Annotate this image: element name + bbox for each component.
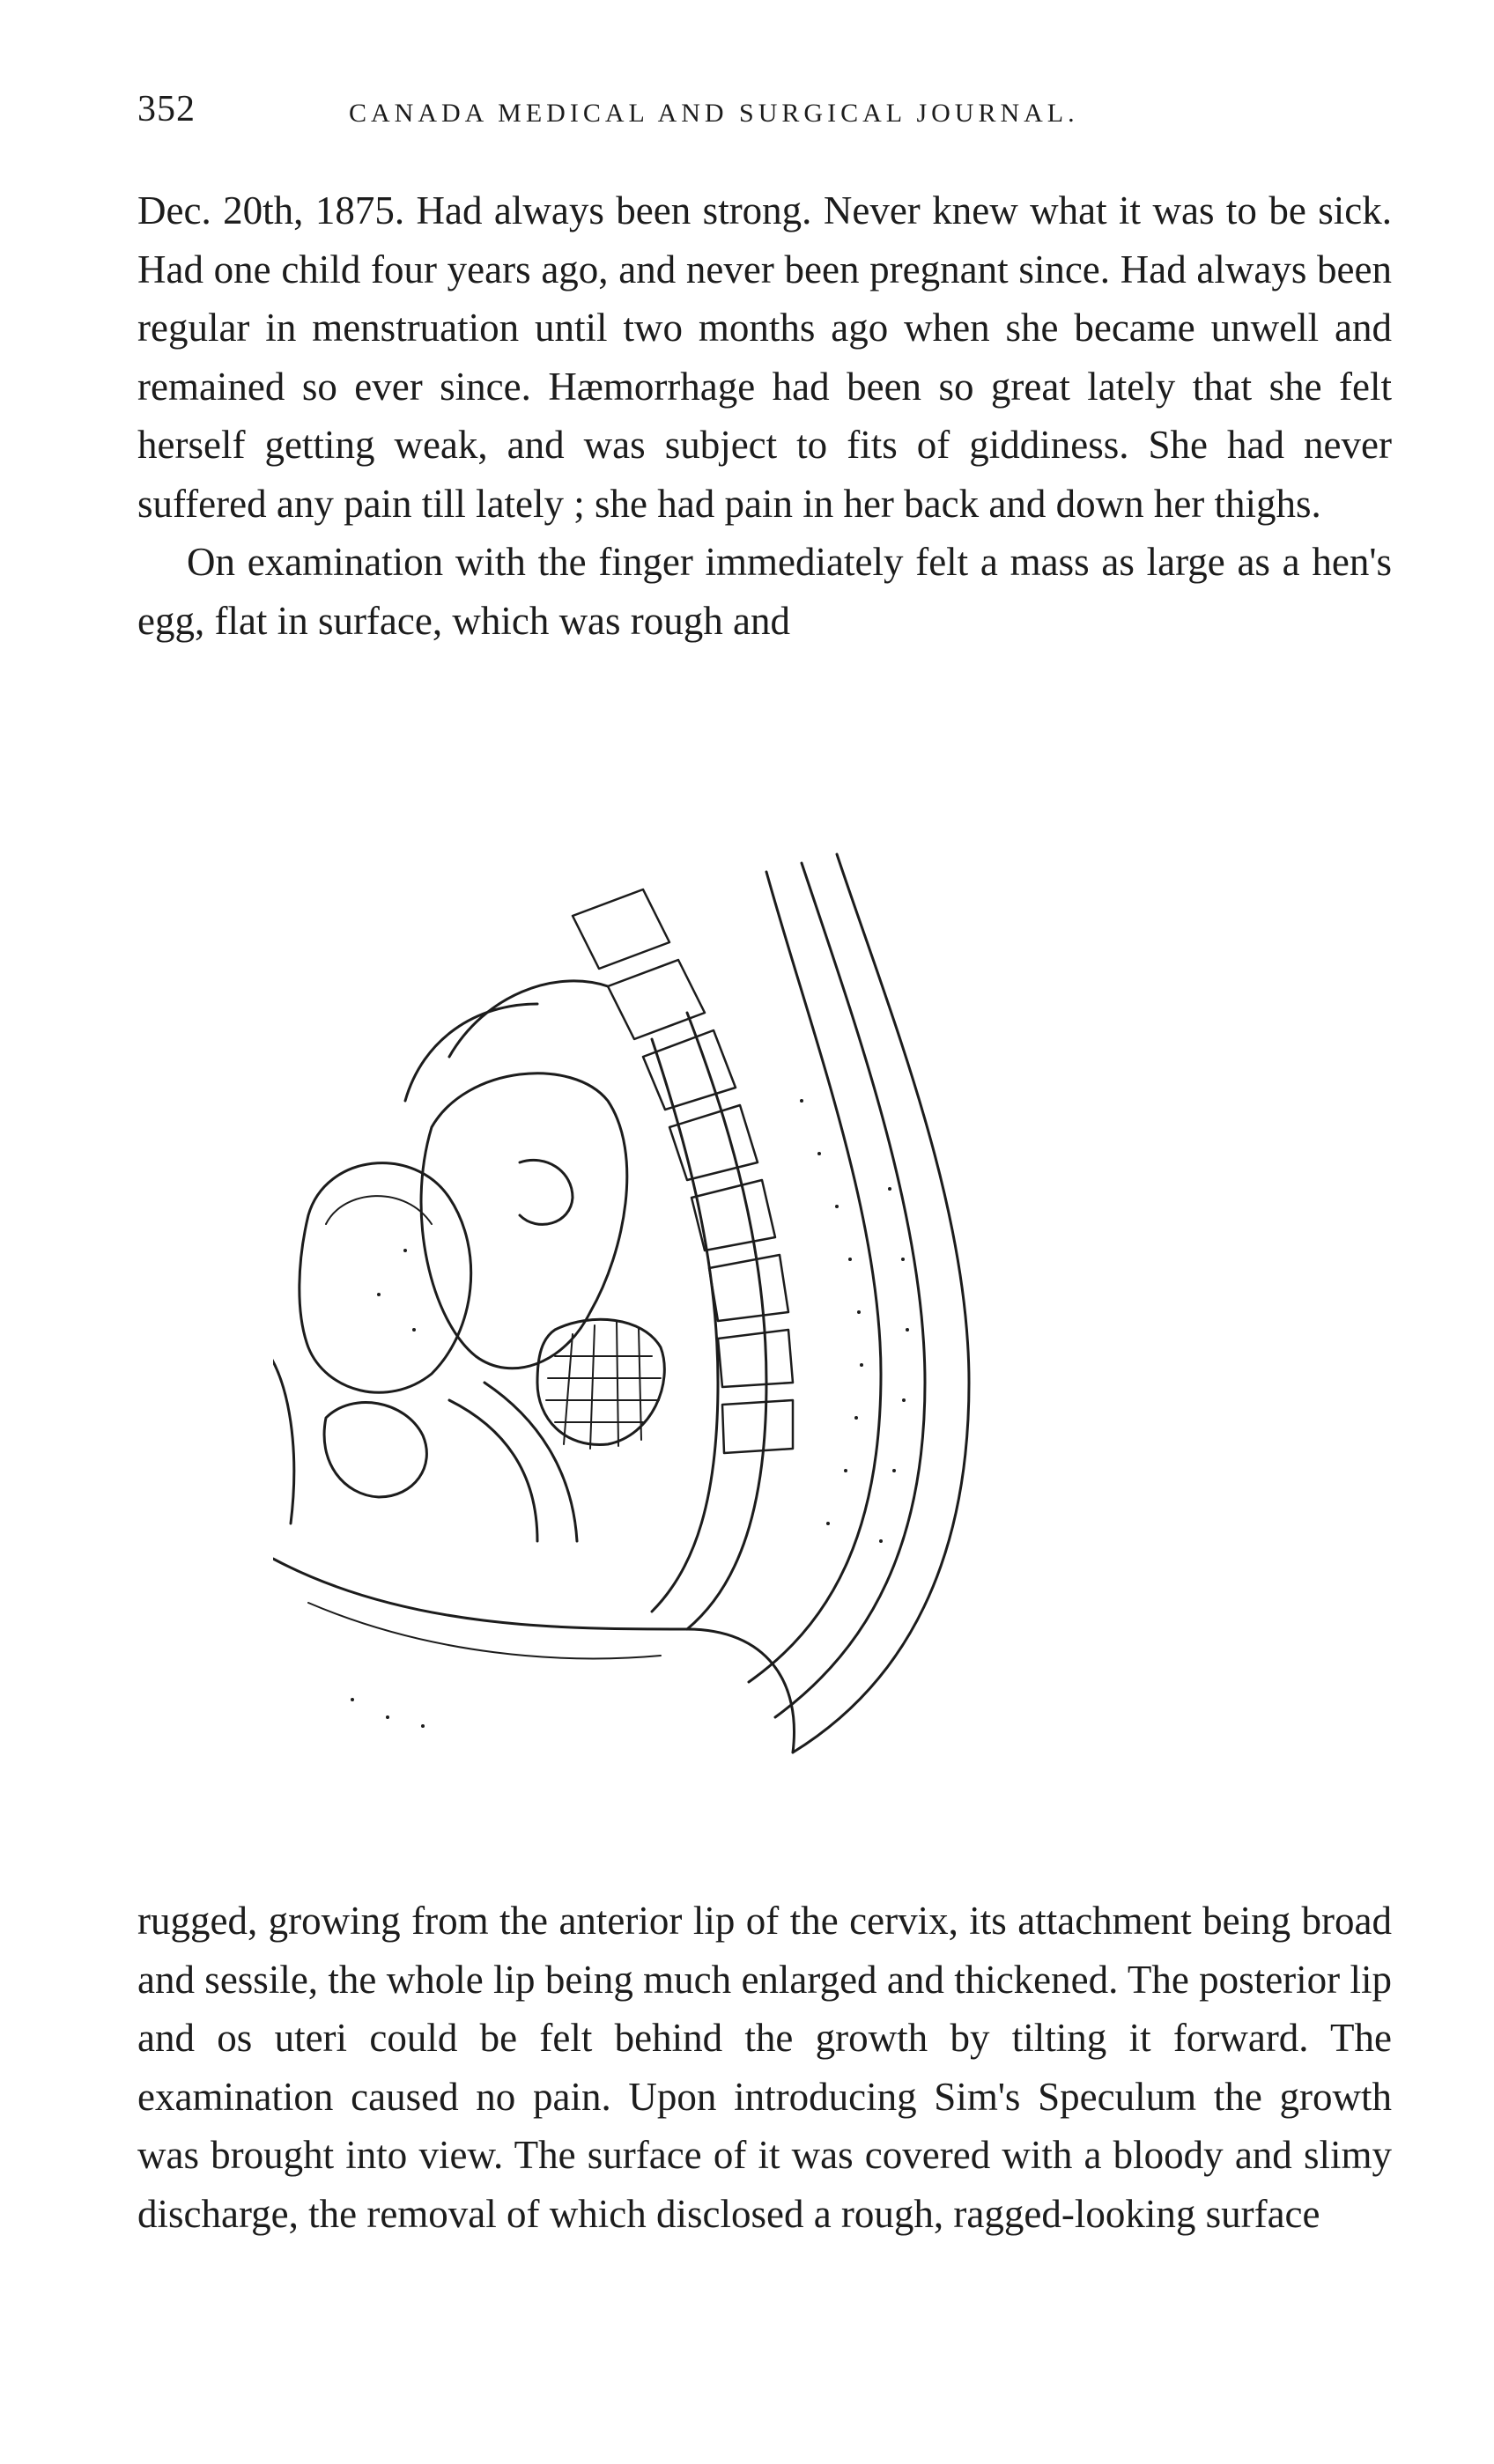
- page-number: 352: [137, 89, 196, 129]
- cervical-growth: [537, 1319, 664, 1449]
- journal-title: CANADA MEDICAL AND SURGICAL JOURNAL.: [349, 99, 1079, 128]
- bottom-text-block: [137, 1892, 1392, 2243]
- vertebrae: [573, 889, 793, 1453]
- paragraph-examination-start: On examination with the finger immediately felt a mass as large as a hen's egg, flat in surface, which was rough and: [137, 540, 1392, 643]
- pubic-bone: [324, 1403, 426, 1497]
- top-text-block: [137, 181, 1392, 650]
- paragraph-case-history: Dec. 20th, 1875. Had always been strong. Never knew what it was to be sick. Had one child four years ago, and never been pregnant since. Had always been regular in menstruation until two months ago when she became unwell and remained so ever since. Hæmorrhage had been so great lately that she felt herself getting weak, and was subject to fits of giddiness. She had never suffered any pain till lately ; she had pain in her back and down her thighs.: [137, 188, 1392, 526]
- pelvic-section-illustration-icon: [273, 837, 1251, 1814]
- illustration-drawing: [273, 837, 1251, 1814]
- vagina: [449, 1400, 537, 1541]
- abdominal-wall: [273, 1347, 294, 1523]
- uterus: [421, 1073, 627, 1368]
- back-contour: [793, 854, 969, 1752]
- running-head: [137, 88, 1388, 141]
- shading: [351, 1099, 909, 1728]
- paragraph-examination-continued: rugged, growing from the anterior lip of the cervix, its attachment being broad and sessile, the whole lip being much enlarged and thickened. The posterior lip and os uteri could be felt behind the growth by tilting it forward. The examination caused no pain. Upon introducing Sim's Speculum the growth was brought into view. The surface of it was covered with a bloody and slimy discharge, the removal of which disclosed a rough, ragged-looking surface: [137, 1899, 1392, 2236]
- bladder: [300, 1163, 471, 1393]
